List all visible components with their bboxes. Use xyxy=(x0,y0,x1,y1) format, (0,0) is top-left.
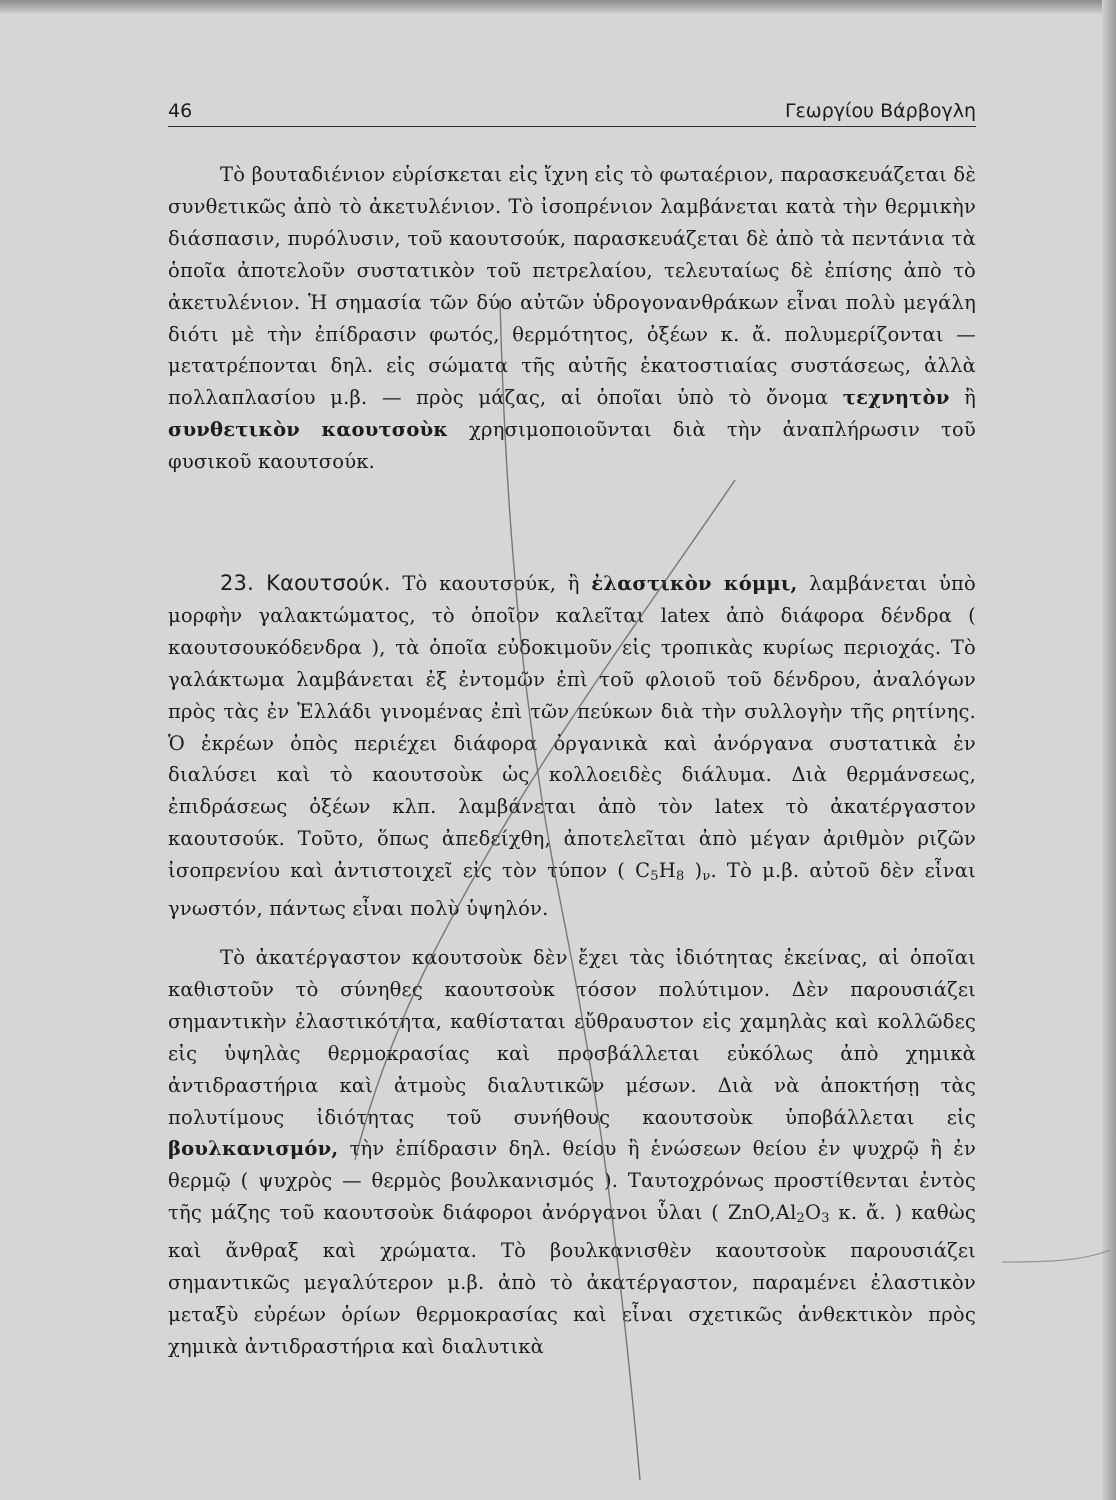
subscript: 5 xyxy=(650,869,659,885)
pencil-corner-line xyxy=(1002,1250,1110,1262)
subscript: 2 xyxy=(796,1211,805,1227)
page-header xyxy=(168,96,976,127)
bold-term: συνθετικὸν καουτσοὺκ xyxy=(168,418,449,442)
bold-term: βουλκανισμόν, xyxy=(168,1137,339,1161)
running-head: Γεωργίου Βάρβογλη xyxy=(784,100,976,122)
text: Τὸ καουτσούκ, ἢ xyxy=(390,572,592,595)
subscript: 8 xyxy=(675,869,685,885)
section-title: 23. Καουτσούκ. xyxy=(220,571,391,595)
paragraph-rubber xyxy=(168,568,976,925)
text: O xyxy=(805,1201,822,1225)
text: κ. ἄ. ) καθὼς καὶ ἄνθραξ καὶ χρώματα. Τὸ βουλκανισθὲν καουτσοὺκ παρουσιάζει σημαντικῶς μεγαλύτερον μ.β. ἀπὸ τὸ ἀκατέργαστον, παραμένει ἐλαστικὸν μεταξὺ εὐρέων ὁρίων θερμοκρασίας καὶ εἶναι σχετικῶς ἀνθεκτικὸν πρὸς χημικὰ ἀντιδραστήρια καὶ διαλυτικὰ xyxy=(168,1201,976,1358)
text: χρησιμοποιοῦνται διὰ τὴν ἀναπλήρωσιν τοῦ φυσικοῦ καουτσούκ. xyxy=(168,418,976,474)
page-number: 46 xyxy=(168,100,193,122)
scan-top-edge xyxy=(0,0,1116,14)
text: ) xyxy=(684,859,703,883)
text: ἢ xyxy=(949,386,976,410)
subscript: 3 xyxy=(821,1211,830,1227)
text: Τὸ ἀκατέργαστον καουτσοὺκ δὲν ἔχει τὰς ἰδιότητας ἐκείνας, αἱ ὁποῖαι καθιστοῦν τὸ σύνηθες καουτσοὺκ τόσον πολύτιμον. Δὲν παρουσιάζει σημαντικὴν ἐλαστικότητα, καθίσταται εὔθραυστον εἰς χαμηλὰς καὶ κολλῶδες εἰς ὑψηλὰς θερμοκρασίας καὶ προσβάλλεται εὐκόλως ἀπὸ χημικὰ ἀντιδραστήρια καὶ ἀτμοὺς διαλυτικῶν μέσων. Διὰ νὰ ἀποκτήσῃ τὰς πολυτίμους ἰδιότητας τοῦ συνήθους καουτσοὺκ ὑποβάλλεται εἰς xyxy=(168,946,976,1129)
subscript: ν xyxy=(702,869,711,885)
bold-term: ἐλαστικὸν κόμμι, xyxy=(591,572,798,595)
bold-term: τεχνητὸν xyxy=(842,386,950,410)
paragraph-vulcanization xyxy=(168,942,976,1363)
text: H xyxy=(658,859,676,883)
text: τὴν ἐπίδρασιν δηλ. θείου ἢ ἑνώσεων θείου ἐν ψυχρῷ ἢ ἐν θερμῷ ( ψυχρὸς — θερμὸς βουλκανισμός ). Ταυτοχρόνως προστίθενται ἐντὸς τῆς μάζης τοῦ καουτσοὺκ διάφοροι ἀνόργανοι ὗλαι ( ZnO,Al xyxy=(168,1137,976,1225)
text: Τὸ βουταδιένιον εὑρίσκεται εἰς ἴχνη εἰς τὸ φωταέριον, παρασκευάζεται δὲ συνθετικῶς ἀπὸ τὸ ἀκετυλένιον. Τὸ ἰσοπρένιον λαμβάνεται κατὰ τὴν θερμικὴν διάσπασιν, πυρόλυσιν, τοῦ καουτσούκ, παρασκευάζεται δὲ ἀπὸ τὰ πεντάνια τὰ ὁποῖα ἀποτελοῦν συστατικὸν τοῦ πετρελαίου, τελευταίως δὲ ἐπίσης ἀπὸ τὸ ἀκετυλένιον. Ἡ σημασία τῶν δύο αὐτῶν ὑδρογονανθράκων εἶναι πολὺ μεγάλη διότι μὲ τὴν ἐπίδρασιν φωτός, θερμότητος, ὀξέων κ. ἄ. πολυμερίζονται — μετατρέπονται δηλ. εἰς σώματα τῆς αὐτῆς ἑκατοστιαίας συστάσεως, ἀλλὰ πολλαπλασίου μ.β. — πρὸς μάζας, αἱ ὁποῖαι ὑπὸ τὸ ὄνομα xyxy=(168,163,976,410)
text: λαμβάνεται ὑπὸ μορφὴν γαλακτώματος, τὸ ὁποῖον καλεῖται latex ἀπὸ διάφορα δένδρα ( καουτσουκόδενδρα ), τὰ ὁποῖα εὐδοκιμοῦν εἰς τροπικὰς κυρίως περιοχάς. Τὸ γαλάκτωμα λαμβάνεται ἐξ ἐντομῶν ἐπὶ τοῦ φλοιοῦ τοῦ δένδρου, ἀναλόγων πρὸς τὰς ἐν Ἑλλάδι γινομένας ἐπὶ τῶν πεύκων διὰ τὴν συλλογὴν τῆς ρητίνης. Ὁ ἐκρέων ὀπὸς περιέχει διάφορα ὀργανικὰ καὶ ἀνόργανα συστατικὰ ἐν διαλύσει καὶ τὸ καουτσοὺκ ὡς κολλοειδὲς διάλυμα. Διὰ θερμάνσεως, ἐπιδράσεως ὀξέων κλπ. λαμβάνεται ἀπὸ τὸν latex τὸ ἀκατέργαστον καουτσούκ. Τοῦτο, ὅπως ἀπεδείχθη, ἀποτελεῖται ἀπὸ μέγαν ἀριθμὸν ριζῶν ἰσοπρενίου καὶ ἀντιστοιχεῖ εἰς τὸν τύπον ( C xyxy=(168,572,976,883)
paragraph-butadiene xyxy=(168,159,976,478)
text: . Τὸ μ.β. αὐτοῦ δὲν εἶναι γνωστόν, πάντως εἶναι πολὺ ὑψηλόν. xyxy=(168,859,976,921)
scan-right-edge xyxy=(1102,0,1116,1500)
